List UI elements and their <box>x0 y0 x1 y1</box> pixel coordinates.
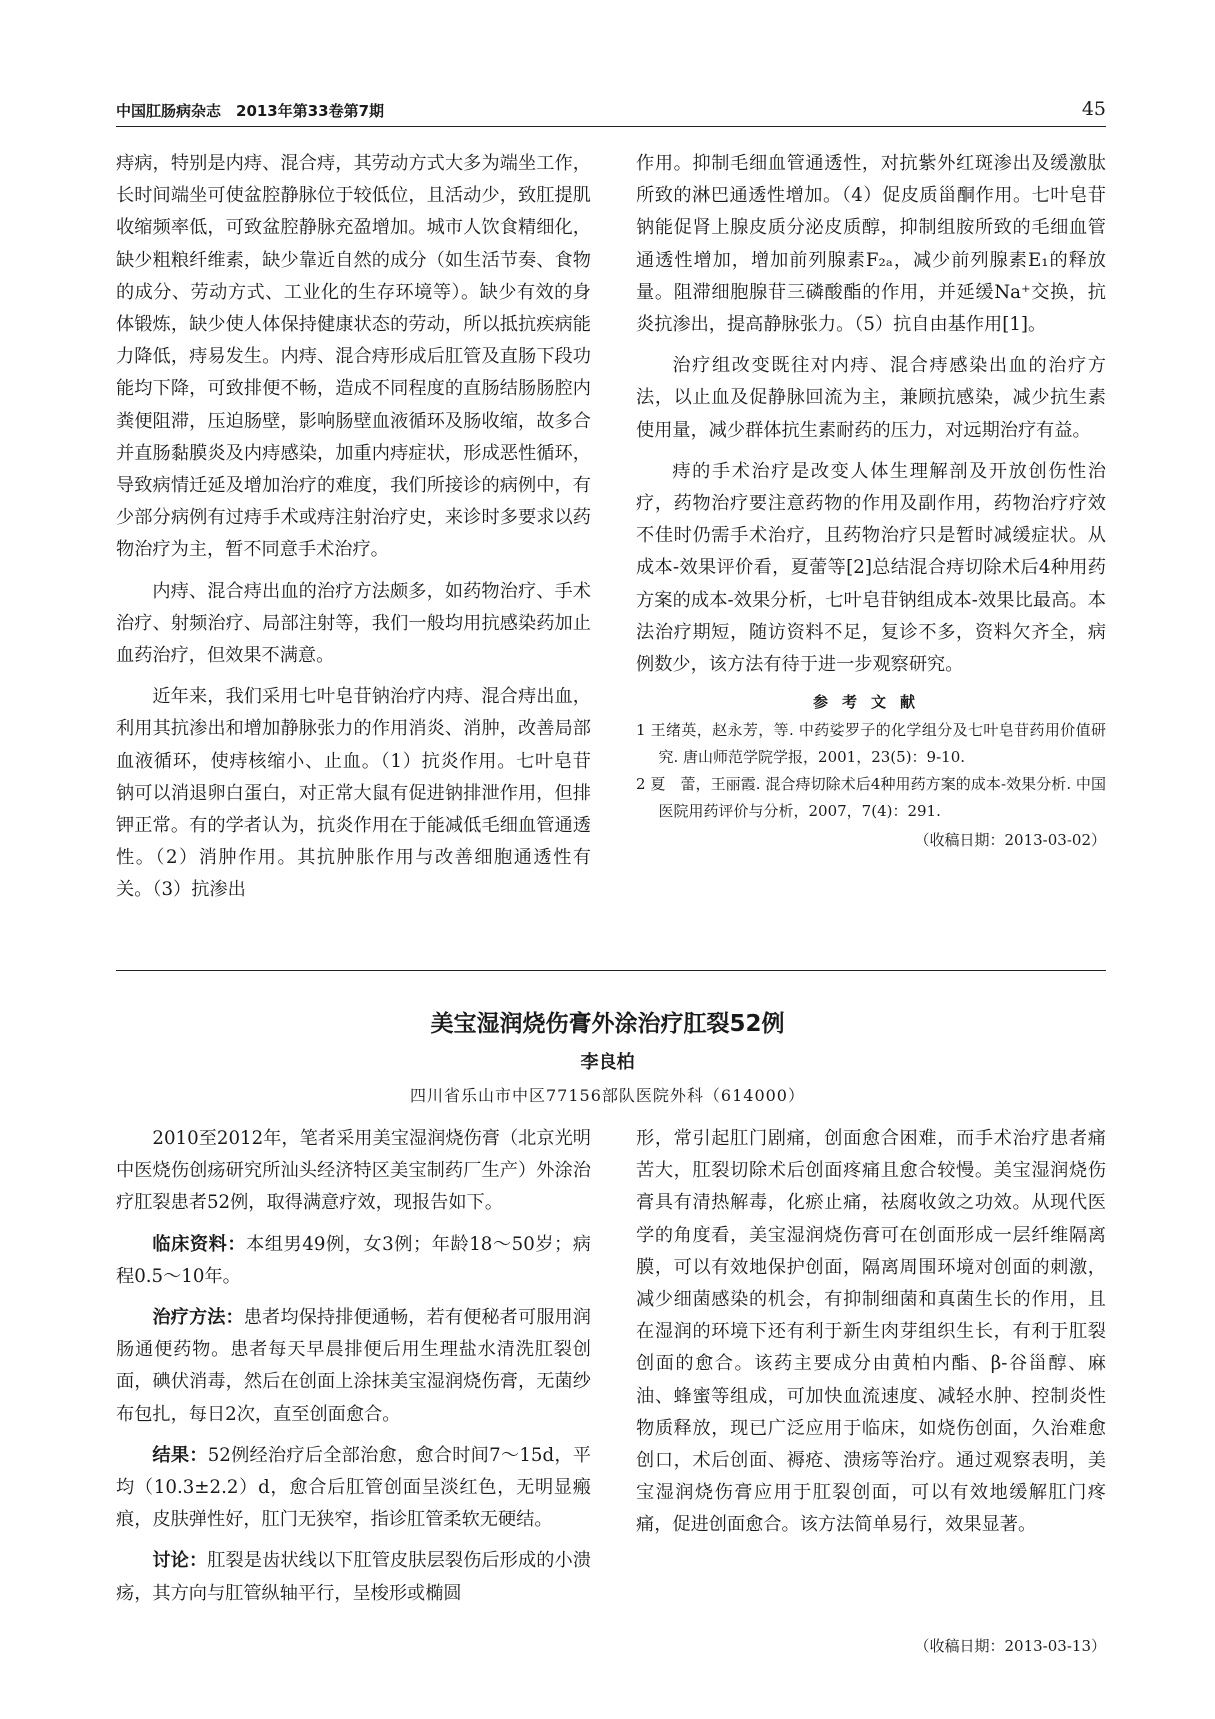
body-paragraph: 痔病，特别是内痔、混合痔，其劳动方式大多为端坐工作，长时间端坐可使盆腔静脉位于较低位，且活动少，致肛提肌收缩频率低，可致盆腔静脉充盈增加。城市人饮食精细化，缺少粗粮纤维素，缺少靠近自然的成分（如生活节奏、食物的成分、劳动方式、工业化的生存环境等）。缺少有效的身体锻炼，缺少使人体保持健康状态的劳动，所以抵抗疾病能力降低，痔易发生。内痔、混合痔形成后肛管及直肠下段功能均下降，可致排便不畅，造成不同程度的直肠结肠肠腔内粪便阻滞，压迫肠壁，影响肠壁血液循环及肠收缩，故多合并直肠黏膜炎及内痔感染，加重内痔症状，形成恶性循环，导致病情迁延及增加治疗的难度，我们所接诊的病例中，有少部分病例有过痔手术或痔注射治疗史，来诊时多要求以药物治疗为主，暂不同意手术治疗。 <box>116 153 591 561</box>
reference-item: 1 王绪英，赵永芳，等. 中药娑罗子的化学组分及七叶皂苷药用价值研究. 唐山师范学院学报，2001，23(5)：9-10. <box>636 721 1106 767</box>
section-text: 本组男49例，女3例；年龄18～50岁；病程0.5～10年。 <box>116 1233 591 1287</box>
body-paragraph: 作用。抑制毛细血管通透性，对抗紫外红斑渗出及缓激肽所致的淋巴通透性增加。（4）促皮质甾酮作用。七叶皂苷钠能促肾上腺皮质分泌皮质醇，抑制组胺所致的毛细血管通透性增加，增加前列腺素F₂ₐ，减少前列腺素E₁的释放量。阻滞细胞腺苷三磷酸酯的作用，并延缓Na⁺交换，抗炎抗渗出，提高静脉张力。（5）抗自由基作用[1]。 <box>636 153 1106 336</box>
received-date: （收稿日期：2013-03-13） <box>914 1637 1106 1655</box>
section-heading: 结果： <box>152 1444 208 1466</box>
page-number: 45 <box>1081 98 1106 120</box>
article-left-column <box>116 1123 591 1610</box>
reference-item: 2 夏 蕾，王丽霞. 混合痔切除术后4种用药方案的成本-效果分析. 中国医院用药评价与分析，2007，7(4)：291. <box>636 775 1106 821</box>
section-heading: 治疗方法： <box>152 1307 244 1329</box>
received-date: （收稿日期：2013-03-02） <box>914 831 1106 850</box>
section-paragraph <box>116 1440 591 1537</box>
journal-name: 中国肛肠病杂志 2013年第33卷第7期 <box>116 102 385 120</box>
section-heading: 讨论： <box>152 1550 208 1572</box>
body-paragraph: 治疗组改变既往对内痔、混合痔感染出血的治疗方法，以止血及促静脉回流为主，兼顾抗感染，减少抗生素使用量，减少群体抗生素耐药的压力，对远期治疗有益。 <box>636 355 1106 441</box>
intro-paragraph: 2010至2012年，笔者采用美宝湿润烧伤膏（北京光明中医烧伤创疡研究所汕头经济特区美宝制药厂生产）外涂治疗肛裂患者52例，取得满意疗效，现报告如下。 <box>116 1128 591 1214</box>
section-paragraph <box>116 1229 591 1293</box>
section-paragraph <box>116 1302 591 1431</box>
article-title: 美宝湿润烧伤膏外涂治疗肛裂52例 <box>430 1011 785 1037</box>
section-text: 肛裂是齿状线以下肛管皮肤层裂伤后形成的小溃疡，其方向与肛管纵轴平行，呈梭形或椭圆 <box>116 1550 591 1604</box>
prev-article-left-column <box>116 148 591 907</box>
prev-article-right-column <box>636 148 1106 855</box>
section-text: 患者均保持排便通畅，若有便秘者可服用润肠通便药物。患者每天早晨排便后用生理盐水清洗肛裂创面，碘伏消毒，然后在创面上涂抹美宝湿润烧伤膏，无菌纱布包扎，每日2次，直至创面愈合。 <box>116 1307 591 1425</box>
running-head <box>116 100 1106 127</box>
body-paragraph: 内痔、混合痔出血的治疗方法颇多，如药物治疗、手术治疗、射频治疗、局部注射等，我们一般均用抗感染药加止血药治疗，但效果不满意。 <box>116 580 591 667</box>
body-paragraph: 形，常引起肛门剧痛，创面愈合困难，而手术治疗患者痛苦大，肛裂切除术后创面疼痛且愈合较慢。美宝湿润烧伤膏具有清热解毒，化瘀止痛，祛腐收敛之功效。从现代医学的角度看，美宝湿润烧伤膏可在创面形成一层纤维隔离膜，可以有效地保护创面，隔离周围环境对创面的刺激，减少细菌感染的机会，有抑制细菌和真菌生长的作用，且在湿润的环境下还有利于新生肉芽组织生长，有利于肛裂创面的愈合。该药主要成分由黄柏内酯、β-谷甾醇、麻油、蜂蜜等组成，可加快血流速度、减轻水肿、控制炎性物质释放，现已广泛应用于临床，如烧伤创面，久治难愈创口，术后创面、褥疮、溃疡等治疗。通过观察表明，美宝湿润烧伤膏应用于肛裂创面，可以有效地缓解肛门疼痛，促进创面愈合。该方法简单易行，效果显著。 <box>636 1128 1106 1536</box>
section-text: 52例经治疗后全部治愈，愈合时间7～15d，平均（10.3±2.2）d，愈合后肛管创面呈淡红色，无明显瘢痕，皮肤弹性好，肛门无狭窄，指诊肛管柔软无硬结。 <box>116 1444 591 1531</box>
article-author: 李良柏 <box>580 1052 635 1073</box>
section-paragraph <box>116 1545 591 1609</box>
body-paragraph: 近年来，我们采用七叶皂苷钠治疗内痔、混合痔出血，利用其抗渗出和增加静脉张力的作用消炎、消肿，改善局部血液循环，使痔核缩小、止血。（1）抗炎作用。七叶皂苷钠可以消退卵白蛋白，对正常大鼠有促进钠排泄作用，但排钾正常。有的学者认为，抗炎作用在于能减低毛细血管通透性。（2）消肿作用。其抗肿胀作用与改善细胞通透性有关。（3）抗渗出 <box>116 686 591 901</box>
body-paragraph: 痔的手术治疗是改变人体生理解剖及开放创伤性治疗，药物治疗要注意药物的作用及副作用，药物治疗疗效不佳时仍需手术治疗，且药物治疗只是暂时减缓症状。从成本-效果评价看，夏蕾等[2]总结混合痔切除术后4种用药方案的成本-效果分析，七叶皂苷钠组成本-效果比最高。本法治疗期短，随访资料不足，复诊不多，资料欠齐全，病例数少，该方法有待于进一步观察研究。 <box>636 460 1106 676</box>
article-right-column <box>636 1123 1106 1542</box>
article-divider <box>116 970 1106 971</box>
references-heading: 参考文献 <box>812 693 929 712</box>
article-affiliation: 四川省乐山市中区77156部队医院外科（614000） <box>410 1086 805 1105</box>
section-heading: 临床资料： <box>152 1233 247 1255</box>
